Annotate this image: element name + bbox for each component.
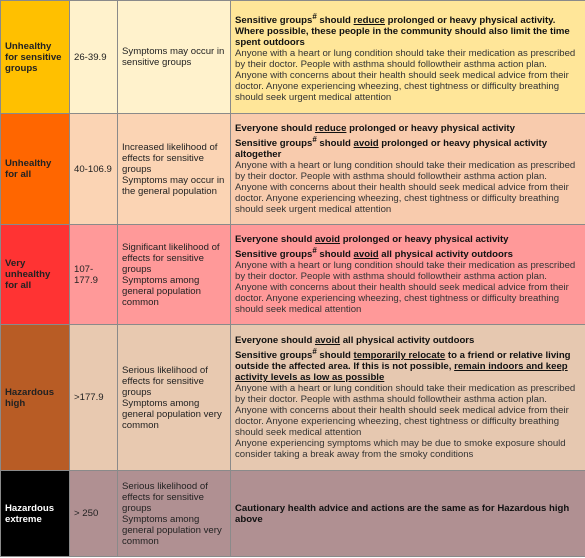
effect-text: Increased likelihood of effects for sensitive groups (122, 141, 218, 175)
range-cell (70, 471, 118, 557)
effect-text: Symptoms may occur in the general population (122, 174, 225, 197)
range-value: 26-39.9 (74, 51, 107, 63)
effect-text: Serious likelihood of effects for sensitive groups (122, 364, 208, 398)
table-row (1, 225, 585, 325)
category-label: Very unhealthy for all (5, 258, 51, 291)
table-row (1, 1, 585, 114)
advice-cell (231, 114, 585, 225)
category-label: Hazardous high (5, 386, 55, 409)
effect-text: Symptoms among general population very common (122, 513, 222, 547)
table-row (1, 471, 585, 557)
range-cell (70, 325, 118, 471)
advice-heading: Everyone should reduce prolonged or heavy physical activity (235, 122, 515, 134)
category-cell (1, 471, 70, 557)
effect-text: Symptoms may occur in sensitive groups (122, 46, 225, 68)
advice-heading: Sensitive groups# should avoid prolonged or heavy physical activity altogether (235, 134, 548, 161)
table-row (1, 114, 585, 225)
category-cell (1, 325, 70, 471)
effect-text: Serious likelihood of effects for sensitive groups (122, 480, 208, 514)
effects-cell (118, 325, 231, 471)
advice-body: Anyone with a heart or lung condition should take their medication as prescribed by their doctor. People with asthma should followtheir asthma action plan. Anyone with concerns about their health should seek medical advice from their doctor. Anyone experiencing wheezing, chest tightness or difficulty breathing should seek medical attention (235, 260, 576, 316)
advice-heading: Sensitive groups# should temporarily relocate to a friend or relative living outside the affected area. If this is not possible, remain indoors and keep activity levels as low as possible (235, 346, 571, 384)
category-cell (1, 114, 70, 225)
effects-cell (118, 471, 231, 557)
range-cell (70, 114, 118, 225)
effects-cell (118, 114, 231, 225)
table-row (1, 325, 585, 471)
advice-summary: Cautionary health advice and actions are the same as for Hazardous high above (235, 502, 570, 525)
range-cell (70, 1, 118, 114)
effect-text: Symptoms among general population common (122, 274, 201, 308)
range-value: > 250 (74, 508, 99, 519)
category-cell (1, 1, 70, 114)
advice-body: Anyone with a heart or lung condition should take their medication as prescribed by their doctor. People with asthma should followtheir asthma action plan. Anyone with concerns about their health should seek medical advice from their doctor. Anyone experiencing wheezing, chest tightness or difficulty breathing should seek urgent medical attention (235, 160, 576, 216)
category-label: Unhealthy for all (5, 158, 52, 180)
effects-cell (118, 1, 231, 114)
advice-cell (231, 1, 585, 114)
advice-cell (231, 471, 585, 557)
advice-heading: Everyone should avoid prolonged or heavy physical activity (235, 233, 509, 245)
advice-heading: Sensitive groups# should avoid all physical activity outdoors (235, 245, 513, 261)
advice-cell (231, 225, 585, 325)
range-cell (70, 225, 118, 325)
advice-body-extra: Anyone experiencing symptoms which may be due to smoke exposure should consider taking a break away from the smoky conditions (235, 438, 566, 461)
category-cell (1, 225, 70, 325)
range-value: 107-177.9 (74, 263, 99, 286)
advice-body: Anyone with a heart or lung condition should take their medication as prescribed by their doctor. People with asthma should followtheir asthma action plan. Anyone with concerns about their health should seek medical advice from their doctor. Anyone experiencing wheezing, chest tightness or difficulty breathing should seek medical attention (235, 383, 576, 439)
effect-text: Significant likelihood of effects for sensitive groups (122, 241, 220, 275)
category-label: Unhealthy for sensitive groups (5, 40, 62, 74)
effect-text: Symptoms among general population very common (122, 397, 222, 431)
advice-body: Anyone with a heart or lung condition should take their medication as prescribed by their doctor. People with asthma should followtheir asthma action plan. Anyone with concerns about their health should seek medical advice from their doctor. Anyone experiencing wheezing, chest tightness or difficulty breathing should seek urgent medical attention (235, 48, 576, 104)
category-label: Hazardous extreme (5, 502, 55, 525)
range-value: 40-106.9 (74, 163, 112, 175)
advice-heading: Everyone should avoid all physical activity outdoors (235, 334, 475, 346)
advice-cell (231, 325, 585, 471)
effects-cell (118, 225, 231, 325)
advice-heading: Sensitive groups# should reduce prolonged or heavy physical activity. Where possible, these people in the community should also limit the time spent outdoors (235, 11, 570, 49)
range-value: >177.9 (74, 392, 104, 403)
